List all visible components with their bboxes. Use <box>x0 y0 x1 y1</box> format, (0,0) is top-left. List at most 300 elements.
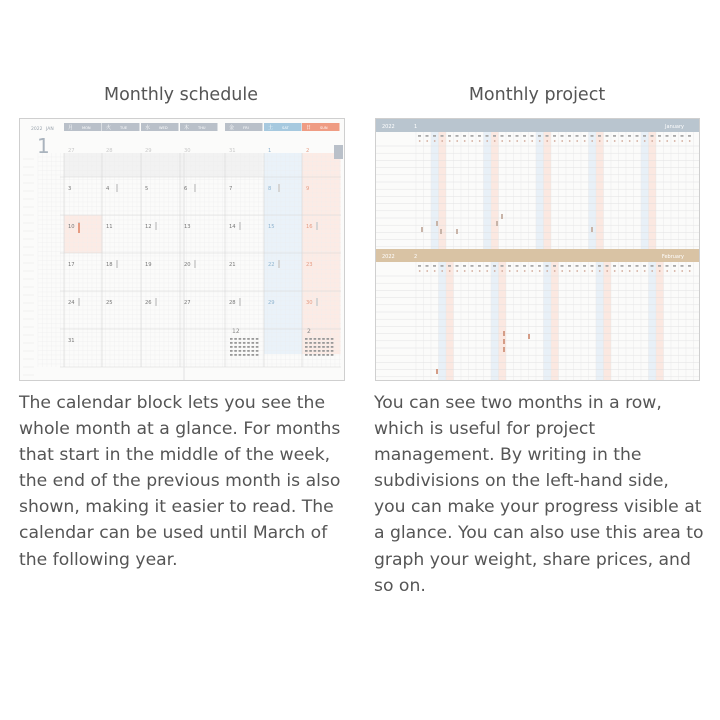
day-number: 6 <box>184 186 188 192</box>
mini-calendar-day <box>252 342 255 344</box>
day-dot <box>524 270 526 272</box>
day-number-tick <box>658 265 661 267</box>
day-dot <box>441 270 443 272</box>
day-number-tick <box>583 265 586 267</box>
day-number: 10 <box>68 224 75 230</box>
mini-calendar-day <box>256 350 259 352</box>
weekday-en: SUN <box>320 125 328 130</box>
day-dot <box>599 140 601 142</box>
weekend-stripe <box>544 132 552 249</box>
mini-calendar-day <box>305 342 308 344</box>
mini-calendar-day <box>239 350 242 352</box>
day-number: 21 <box>229 262 236 268</box>
day-number: 17 <box>68 262 75 268</box>
project-marker <box>436 221 438 226</box>
january-number: 1 <box>414 124 418 130</box>
weekend-stripe <box>536 132 544 249</box>
day-dot <box>681 270 683 272</box>
day-dot <box>689 270 691 272</box>
mini-calendar-day <box>247 346 250 348</box>
day-number: 7 <box>229 186 233 192</box>
day-note-mark <box>278 184 280 192</box>
day-number-tick <box>471 135 474 137</box>
day-dot <box>584 270 586 272</box>
day-note-mark <box>155 298 157 306</box>
day-dot <box>576 270 578 272</box>
day-number-tick <box>478 135 481 137</box>
day-dot <box>636 270 638 272</box>
day-number-tick <box>681 265 684 267</box>
day-number-tick <box>688 135 691 137</box>
saturday-tint <box>264 139 303 354</box>
day-number-tick <box>456 135 459 137</box>
day-dot <box>501 140 503 142</box>
day-number-tick <box>471 265 474 267</box>
weekend-stripe <box>484 132 492 249</box>
mini-calendar-day <box>331 346 334 348</box>
day-dot <box>621 140 623 142</box>
day-dot <box>434 270 436 272</box>
calendar-month-number: 1 <box>37 134 50 158</box>
mini-calendar-day <box>230 350 233 352</box>
day-number: 29 <box>145 148 152 154</box>
day-dot <box>486 270 488 272</box>
weekend-stripe <box>491 132 499 249</box>
mini-calendar-month: 12 <box>232 328 240 335</box>
day-dot <box>501 270 503 272</box>
day-dot <box>584 140 586 142</box>
weekday-en: MON <box>82 125 91 130</box>
day-number-tick <box>463 265 466 267</box>
day-note-mark <box>278 260 280 268</box>
day-number-tick <box>606 265 609 267</box>
mini-calendar-day <box>239 346 242 348</box>
mini-calendar-day <box>322 354 325 356</box>
mini-calendar-day <box>331 354 334 356</box>
day-number-tick <box>621 135 624 137</box>
mini-calendar-day <box>331 342 334 344</box>
project-marker <box>456 229 458 234</box>
day-number-tick <box>426 135 429 137</box>
calendar-month-label: JAN <box>46 127 54 132</box>
day-dot <box>606 270 608 272</box>
day-dot <box>509 270 511 272</box>
day-dot <box>471 140 473 142</box>
calendar-tab <box>334 145 343 159</box>
calendar-year: 2022 <box>31 127 43 132</box>
mini-calendar-day <box>256 338 259 340</box>
day-dot <box>614 270 616 272</box>
day-number-tick <box>478 265 481 267</box>
mini-calendar-day <box>256 354 259 356</box>
day-number-tick <box>613 135 616 137</box>
day-number-tick <box>651 265 654 267</box>
day-number-tick <box>441 135 444 137</box>
day-number-tick <box>553 135 556 137</box>
day-number: 5 <box>145 186 149 192</box>
mini-calendar-day <box>256 346 259 348</box>
day-number-tick <box>621 265 624 267</box>
day-number: 1 <box>268 148 272 154</box>
mini-calendar-day <box>314 346 317 348</box>
mini-calendar-day <box>322 342 325 344</box>
mini-calendar-day <box>234 338 237 340</box>
day-note-mark <box>155 222 157 230</box>
mini-calendar-day <box>327 342 330 344</box>
monthly-schedule-preview <box>19 118 345 381</box>
mini-calendar-day <box>322 350 325 352</box>
weekend-stripe <box>641 132 649 249</box>
weekday-jp: 土 <box>268 125 274 131</box>
day-dot <box>606 140 608 142</box>
project-marker <box>528 334 530 339</box>
mini-calendar-day <box>243 354 246 356</box>
day-note-mark <box>194 260 196 268</box>
mini-calendar-day <box>239 354 242 356</box>
day-dot <box>644 140 646 142</box>
day-number: 8 <box>268 186 272 192</box>
day-note-mark <box>116 184 118 192</box>
day-number: 3 <box>68 186 72 192</box>
mini-calendar-day <box>309 350 312 352</box>
day-number-tick <box>448 265 451 267</box>
day-number-tick <box>501 265 504 267</box>
day-number-tick <box>658 135 661 137</box>
mini-calendar-day <box>256 342 259 344</box>
mini-calendar-day <box>318 338 321 340</box>
day-note-mark <box>194 184 196 192</box>
day-number-tick <box>486 265 489 267</box>
day-number-tick <box>598 265 601 267</box>
day-dot <box>509 140 511 142</box>
day-number-tick <box>628 265 631 267</box>
day-number: 26 <box>145 300 152 306</box>
day-number: 11 <box>106 224 113 230</box>
day-number-tick <box>628 135 631 137</box>
day-number-tick <box>538 265 541 267</box>
day-number-tick <box>508 135 511 137</box>
day-dot <box>651 140 653 142</box>
day-number-tick <box>516 135 519 137</box>
day-dot <box>621 270 623 272</box>
day-number-tick <box>523 135 526 137</box>
january-bar <box>376 119 699 132</box>
day-dot <box>599 270 601 272</box>
day-dot <box>479 140 481 142</box>
mini-calendar-day <box>305 338 308 340</box>
day-number: 4 <box>106 186 110 192</box>
mini-calendar-day <box>314 338 317 340</box>
weekday-jp: 木 <box>184 125 190 131</box>
mini-calendar-day <box>331 350 334 352</box>
day-number-tick <box>523 265 526 267</box>
holiday-tint <box>64 215 103 253</box>
sunday-tint <box>302 139 341 354</box>
day-number-tick <box>673 265 676 267</box>
day-dot <box>419 140 421 142</box>
weekend-stripe <box>649 132 657 249</box>
day-number: 15 <box>268 224 275 230</box>
mini-calendar-day <box>247 354 250 356</box>
day-note-mark <box>116 260 118 268</box>
day-note-mark <box>78 298 80 306</box>
monthly-project-title: Monthly project <box>468 85 606 105</box>
day-number: 31 <box>229 148 236 154</box>
project-marker <box>421 227 423 232</box>
day-dot <box>636 140 638 142</box>
mini-calendar-day <box>252 346 255 348</box>
day-dot <box>531 140 533 142</box>
mini-calendar-day <box>252 338 255 340</box>
day-dot <box>666 270 668 272</box>
project-marker <box>436 369 438 374</box>
mini-calendar-day <box>331 338 334 340</box>
day-dot <box>539 270 541 272</box>
day-number-tick <box>568 265 571 267</box>
mini-calendar-day <box>243 350 246 352</box>
day-number-tick <box>433 135 436 137</box>
day-number: 2 <box>306 148 310 154</box>
day-dot <box>629 140 631 142</box>
day-number-tick <box>576 265 579 267</box>
mini-calendar-day <box>230 342 233 344</box>
weekend-stripe <box>439 132 447 249</box>
day-number-tick <box>486 135 489 137</box>
day-number-tick <box>501 135 504 137</box>
day-dot <box>651 270 653 272</box>
mini-calendar-day <box>314 350 317 352</box>
day-number: 16 <box>306 224 313 230</box>
mini-calendar-day <box>327 346 330 348</box>
project-marker <box>503 339 505 344</box>
day-number-tick <box>433 265 436 267</box>
holiday-mark <box>78 223 80 233</box>
day-dot <box>576 140 578 142</box>
day-dot <box>689 140 691 142</box>
mini-calendar-day <box>230 354 233 356</box>
day-number: 20 <box>184 262 191 268</box>
day-number-tick <box>583 135 586 137</box>
day-number-tick <box>591 265 594 267</box>
day-dot <box>531 270 533 272</box>
day-dot <box>546 270 548 272</box>
day-number: 9 <box>306 186 310 192</box>
project-marker <box>440 229 442 234</box>
mini-calendar-day <box>305 350 308 352</box>
day-dot <box>561 140 563 142</box>
mini-calendar-day <box>234 350 237 352</box>
mini-calendar-day <box>318 350 321 352</box>
day-number-tick <box>606 135 609 137</box>
mini-calendar-day <box>309 338 312 340</box>
day-dot <box>524 140 526 142</box>
day-number-tick <box>456 265 459 267</box>
mini-calendar-day <box>243 338 246 340</box>
day-dot <box>554 140 556 142</box>
day-dot <box>561 270 563 272</box>
day-number-tick <box>426 265 429 267</box>
weekday-header <box>64 123 340 131</box>
day-dot <box>426 270 428 272</box>
mini-calendar-day <box>305 346 308 348</box>
day-dot <box>516 270 518 272</box>
day-dot <box>419 270 421 272</box>
project-year-2: 2022 <box>382 254 395 260</box>
day-number-tick <box>546 135 549 137</box>
day-dot <box>464 270 466 272</box>
day-number-tick <box>448 135 451 137</box>
day-number: 28 <box>106 148 113 154</box>
day-number: 29 <box>268 300 275 306</box>
day-dot <box>456 270 458 272</box>
day-dot <box>674 140 676 142</box>
mini-calendar-day <box>322 338 325 340</box>
day-note-mark <box>316 222 318 230</box>
mini-calendar-day <box>314 354 317 356</box>
mini-calendar-day <box>234 342 237 344</box>
day-dot <box>659 140 661 142</box>
february-number: 2 <box>414 254 418 260</box>
january-name: January <box>665 124 684 130</box>
mini-calendar-day <box>234 346 237 348</box>
monthly-project-preview <box>375 118 700 381</box>
mini-calendar-day <box>252 350 255 352</box>
project-marker <box>501 214 503 219</box>
day-dot <box>486 140 488 142</box>
day-dot <box>614 140 616 142</box>
mini-calendar-month: 2 <box>307 328 311 335</box>
day-number-tick <box>531 135 534 137</box>
mini-calendar-day <box>327 338 330 340</box>
day-dot <box>449 270 451 272</box>
day-dot <box>441 140 443 142</box>
mini-calendar-day <box>305 354 308 356</box>
day-number: 22 <box>268 262 275 268</box>
day-number-tick <box>508 265 511 267</box>
mini-calendar-day <box>239 342 242 344</box>
day-dot <box>546 140 548 142</box>
project-year: 2022 <box>382 124 395 130</box>
day-dot <box>591 270 593 272</box>
day-dot <box>659 270 661 272</box>
mini-calendar-day <box>239 338 242 340</box>
day-number-tick <box>636 265 639 267</box>
day-number: 30 <box>184 148 191 154</box>
day-number-tick <box>493 265 496 267</box>
day-dot <box>494 270 496 272</box>
weekend-stripe <box>431 132 439 249</box>
weekday-jp: 日 <box>306 125 312 131</box>
day-note-mark <box>316 298 318 306</box>
day-number-tick <box>538 135 541 137</box>
day-number-tick <box>673 135 676 137</box>
day-dot <box>471 270 473 272</box>
mini-calendar-day <box>309 346 312 348</box>
day-number: 23 <box>306 262 313 268</box>
day-number: 28 <box>229 300 236 306</box>
project-marker <box>591 227 593 232</box>
mini-calendar-day <box>247 342 250 344</box>
day-number-tick <box>493 135 496 137</box>
day-number: 14 <box>229 224 236 230</box>
day-number-tick <box>651 135 654 137</box>
mini-calendar-day <box>318 346 321 348</box>
mini-calendar-day <box>309 354 312 356</box>
day-number-tick <box>576 135 579 137</box>
day-number-tick <box>688 265 691 267</box>
day-dot <box>434 140 436 142</box>
day-number-tick <box>666 135 669 137</box>
day-number-tick <box>681 135 684 137</box>
monthly-schedule-description: The calendar block lets you see the whole month at a glance. For months that start in the middle of the week, the end of the previous month is also shown, making it easier to read. The calendar can be used until March of the following year. <box>19 393 341 570</box>
weekday-jp: 火 <box>106 125 112 131</box>
day-number-tick <box>516 265 519 267</box>
mini-calendar-day <box>318 342 321 344</box>
day-dot <box>681 140 683 142</box>
day-number-tick <box>553 265 556 267</box>
day-number-tick <box>441 265 444 267</box>
mini-calendar-day <box>314 342 317 344</box>
day-note-mark <box>239 222 241 230</box>
day-number: 27 <box>184 300 191 306</box>
mini-calendar-day <box>318 354 321 356</box>
day-dot <box>674 270 676 272</box>
mini-calendar-day <box>230 346 233 348</box>
february-bar <box>376 249 699 262</box>
day-dot <box>494 140 496 142</box>
day-number: 19 <box>145 262 152 268</box>
day-number: 27 <box>68 148 75 154</box>
weekday-en: SAT <box>282 125 289 130</box>
day-dot <box>591 140 593 142</box>
day-dot <box>629 270 631 272</box>
day-number-tick <box>591 135 594 137</box>
mini-calendar-day <box>309 342 312 344</box>
day-dot <box>449 140 451 142</box>
monthly-schedule-title: Monthly schedule <box>103 85 259 105</box>
day-number: 12 <box>145 224 152 230</box>
day-number-tick <box>666 265 669 267</box>
mini-calendar-day <box>322 346 325 348</box>
project-marker <box>503 347 505 352</box>
weekday-en: FRI <box>243 125 249 130</box>
day-number: 18 <box>106 262 113 268</box>
day-number-tick <box>463 135 466 137</box>
day-dot <box>464 140 466 142</box>
day-dot <box>569 270 571 272</box>
project-marker <box>496 221 498 226</box>
day-number-tick <box>561 265 564 267</box>
day-number-tick <box>418 265 421 267</box>
day-number: 13 <box>184 224 191 230</box>
day-number-tick <box>531 265 534 267</box>
day-number-tick <box>643 135 646 137</box>
february-name: February <box>661 254 684 260</box>
day-dot <box>456 140 458 142</box>
mini-calendar-day <box>327 354 330 356</box>
day-number-tick <box>546 265 549 267</box>
day-dot <box>644 270 646 272</box>
day-dot <box>666 140 668 142</box>
mini-calendar-day <box>247 338 250 340</box>
mini-calendar-day <box>230 338 233 340</box>
day-dot <box>516 140 518 142</box>
day-number: 30 <box>306 300 313 306</box>
weekday-jp: 水 <box>145 125 151 131</box>
day-dot <box>569 140 571 142</box>
day-number-tick <box>598 135 601 137</box>
day-number-tick <box>636 135 639 137</box>
